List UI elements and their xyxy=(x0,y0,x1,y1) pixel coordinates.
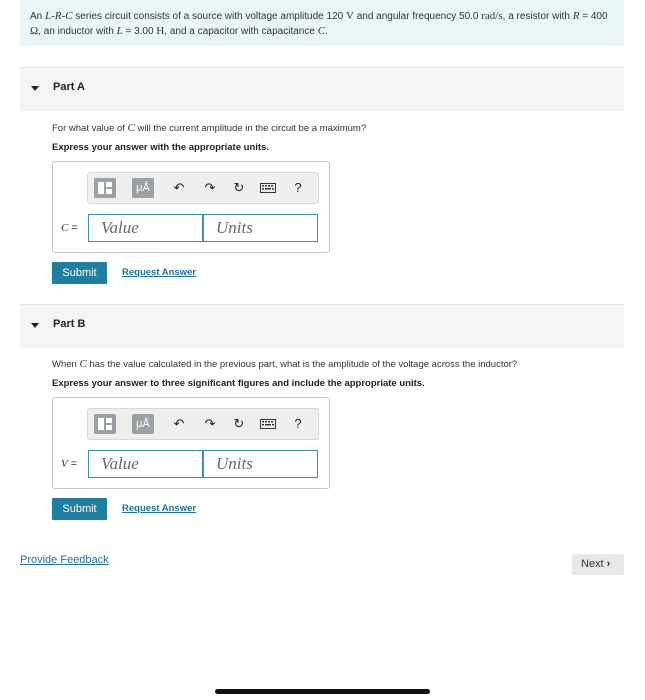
frequency-unit: rad/s xyxy=(481,10,503,22)
capacitor-symbol: C xyxy=(317,25,326,37)
part-a-title: Part A xyxy=(53,81,85,93)
equals-sign: = xyxy=(68,222,78,234)
request-answer-link[interactable]: Request Answer xyxy=(122,267,197,278)
intro-text-6: , an inductor with xyxy=(38,26,117,37)
units-input[interactable]: Units xyxy=(203,450,318,478)
part-b-question xyxy=(52,358,517,370)
reset-icon[interactable]: ↻ xyxy=(233,416,245,431)
question-text-2: will the current amplitude in the circuit be a maximum? xyxy=(134,123,367,134)
reset-icon[interactable]: ↻ xyxy=(233,180,245,195)
help-icon[interactable]: ? xyxy=(294,180,302,195)
value-input[interactable]: Value xyxy=(88,450,203,478)
undo-icon[interactable]: ↶ xyxy=(173,180,185,195)
request-answer-link[interactable]: Request Answer xyxy=(122,503,197,514)
part-a-instruction: Express your answer with the appropriate units. xyxy=(52,142,269,153)
math-toolbar xyxy=(87,172,319,204)
intro-text-7: = 3.00 xyxy=(122,26,157,37)
provide-feedback-link[interactable]: Provide Feedback xyxy=(20,554,109,566)
circuit-type: L-R-C xyxy=(45,10,73,22)
keyboard-icon[interactable] xyxy=(260,181,276,199)
question-text-2: has the value calculated in the previous part, what is the amplitude of the voltage across the inductor? xyxy=(86,359,518,370)
voltage-unit: V xyxy=(345,10,354,22)
question-text-1: For what value of xyxy=(52,123,128,134)
variable-label xyxy=(61,458,77,470)
part-b-instruction: Express your answer to three significant figures and include the appropriate units. xyxy=(52,378,425,389)
part-b-answer-box xyxy=(52,397,330,489)
templates-icon[interactable] xyxy=(94,178,116,198)
equals-sign: = xyxy=(67,458,78,470)
henry-unit: H xyxy=(156,25,165,37)
part-b-title: Part B xyxy=(53,318,86,330)
part-a-answer-box xyxy=(52,161,330,253)
keyboard-icon[interactable] xyxy=(260,417,276,435)
submit-button[interactable]: Submit xyxy=(52,262,107,284)
part-a-question xyxy=(52,122,366,134)
intro-text-3: and angular frequency 50.0 xyxy=(353,11,482,22)
part-a-header[interactable] xyxy=(20,67,624,111)
inductor-symbol: L xyxy=(116,25,123,37)
templates-icon[interactable] xyxy=(94,414,116,434)
question-symbol: C xyxy=(127,122,135,134)
redo-icon[interactable]: ↷ xyxy=(204,180,216,195)
intro-text-5: = 400 xyxy=(579,11,608,22)
units-symbols-icon[interactable]: μÅ xyxy=(132,414,154,434)
intro-text-1: An xyxy=(30,11,46,22)
intro-text-2: series circuit consists of a source with voltage amplitude 120 xyxy=(72,11,346,22)
collapse-triangle-icon[interactable] xyxy=(31,86,39,91)
next-button[interactable] xyxy=(572,554,624,575)
home-indicator[interactable] xyxy=(215,689,430,694)
intro-text-4: , a resistor with xyxy=(502,11,573,22)
units-symbols-icon[interactable]: μÅ xyxy=(132,178,154,198)
resistor-symbol: R xyxy=(572,10,580,22)
ohm-unit: Ω xyxy=(30,25,39,37)
intro-text-9: . xyxy=(325,26,328,37)
question-text-1: When xyxy=(52,359,80,370)
variable-symbol: V xyxy=(61,458,68,470)
help-icon[interactable]: ? xyxy=(294,416,302,431)
chevron-right-icon: › xyxy=(606,558,611,570)
intro-text-8: , and a capacitor with capacitance xyxy=(164,26,318,37)
redo-icon[interactable]: ↷ xyxy=(204,416,216,431)
submit-button[interactable]: Submit xyxy=(52,498,107,520)
value-input[interactable]: Value xyxy=(88,214,203,242)
variable-symbol: C xyxy=(61,222,69,234)
question-symbol: C xyxy=(79,358,87,370)
next-label: Next xyxy=(581,558,604,570)
units-input[interactable]: Units xyxy=(203,214,318,242)
problem-statement xyxy=(20,0,624,46)
part-b-header[interactable] xyxy=(20,304,624,348)
math-toolbar xyxy=(87,408,319,440)
variable-label xyxy=(61,222,78,234)
collapse-triangle-icon[interactable] xyxy=(31,323,39,328)
undo-icon[interactable]: ↶ xyxy=(173,416,185,431)
